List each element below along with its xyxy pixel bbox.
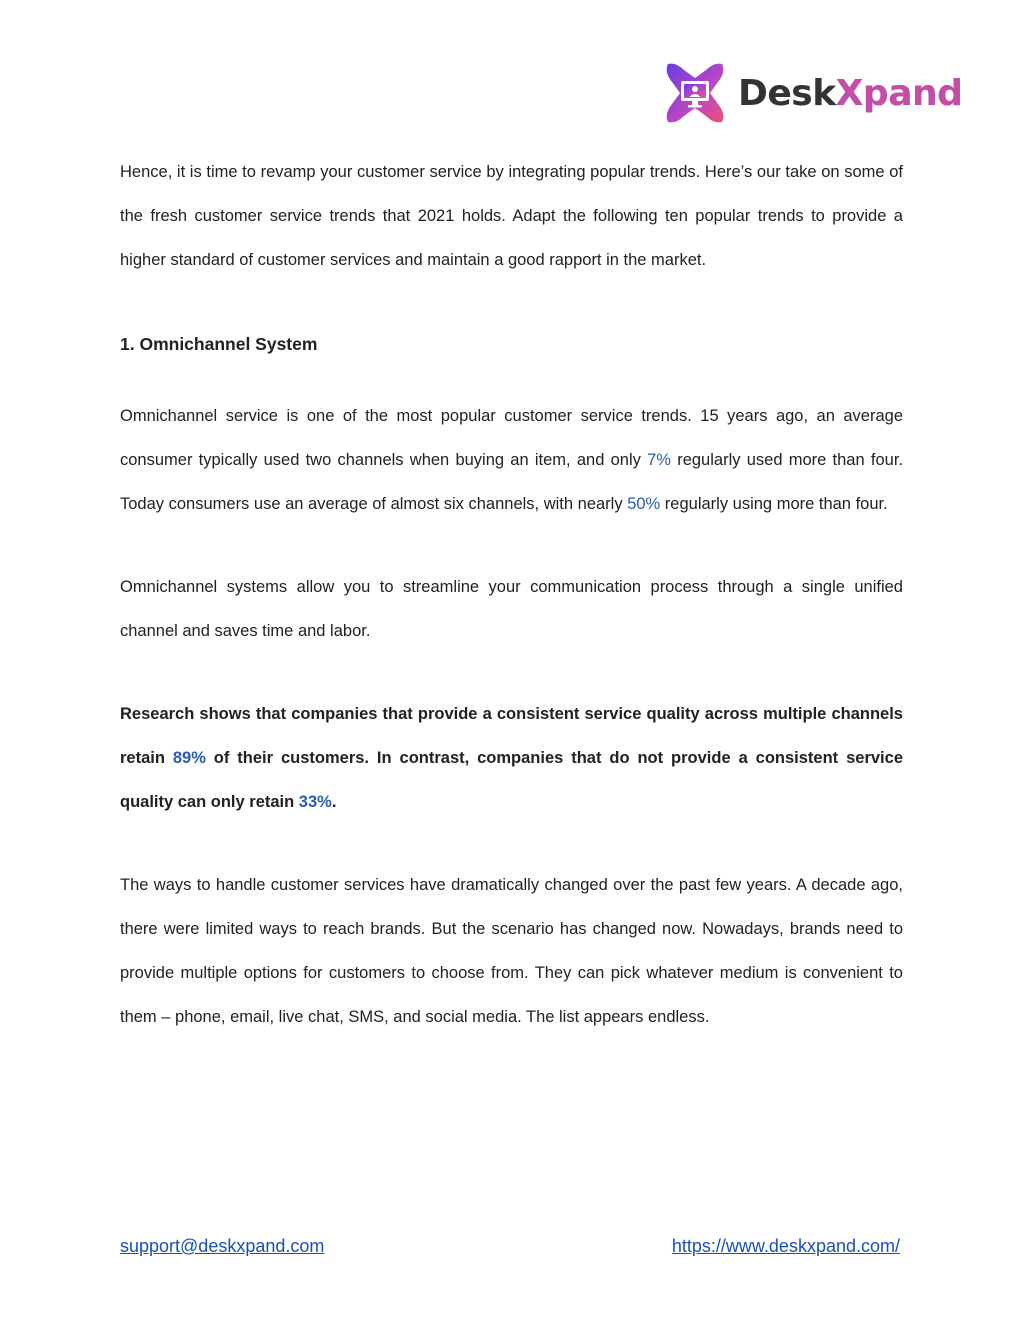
text-run: of their customers. In contrast, companies that do not provide a consistent service quality can only retain <box>120 749 903 811</box>
monitor-user-icon <box>662 60 728 126</box>
stat-89-percent: 89% <box>172 749 206 767</box>
stat-50-percent: 50% <box>627 495 661 513</box>
brand-logo <box>662 60 962 126</box>
omnichannel-paragraph-1 <box>120 394 903 526</box>
research-paragraph <box>120 692 903 824</box>
website-link[interactable]: https://www.deskxpand.com/ <box>671 1236 900 1256</box>
brand-name-part1: Desk <box>738 72 836 114</box>
text-run: regularly used more than four. Today consumers use an average of almost six channels, with nearly <box>120 451 903 513</box>
section-heading: 1. Omnichannel System <box>120 334 318 354</box>
text-run: regularly using more than four. <box>660 495 888 513</box>
stat-7-percent: 7% <box>647 451 671 469</box>
omnichannel-paragraph-2: Omnichannel systems allow you to streamline your communication process through a single unified channel and saves time and labor. <box>120 578 903 640</box>
page-footer <box>120 1236 900 1257</box>
brand-name-part2: Xpand <box>835 72 963 114</box>
text-run: . <box>331 793 337 811</box>
document-body <box>120 150 903 1039</box>
intro-paragraph: Hence, it is time to revamp your customer service by integrating popular trends. Here’s our take on some of the fresh customer service trends that 2021 holds. Adapt the following ten popular trends to provide a higher standard of customer services and maintain a good rapport in the market. <box>120 163 903 269</box>
brand-wordmark <box>738 73 962 114</box>
text-run: Omnichannel service is one of the most popular customer service trends. 15 years ago, an average consumer typically used two channels when buying an item, and only <box>120 407 903 469</box>
text-run: Research shows that companies that provide a consistent service quality across multiple channels retain <box>120 705 903 767</box>
support-email-link[interactable]: support@deskxpand.com <box>120 1236 325 1256</box>
channels-paragraph: The ways to handle customer services have dramatically changed over the past few years. A decade ago, there were limited ways to reach brands. But the scenario has changed now. Nowadays, brands need to provide multiple options for customers to choose from. They can pick whatever medium is convenient to them – phone, email, live chat, SMS, and social media. The list appears endless. <box>120 876 903 1026</box>
stat-33-percent: 33% <box>298 793 332 811</box>
